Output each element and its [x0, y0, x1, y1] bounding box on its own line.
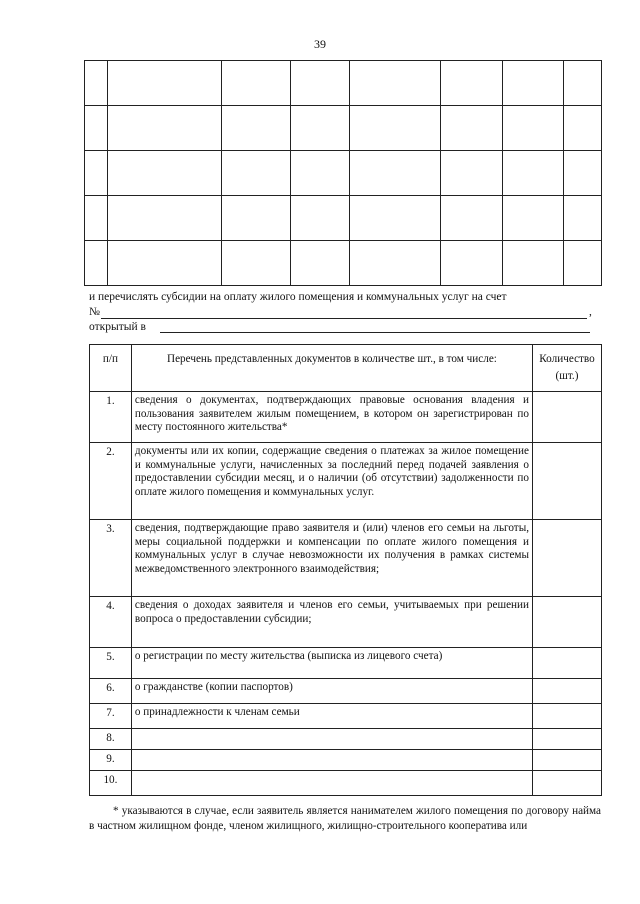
top-table-cell — [221, 106, 290, 151]
table-row — [90, 771, 602, 796]
top-table-cell — [107, 61, 221, 106]
row-quantity — [533, 597, 602, 648]
top-table-cell — [503, 106, 564, 151]
top-table-cell — [350, 241, 441, 286]
top-table-cell — [221, 241, 290, 286]
row-number: 6. — [90, 679, 132, 704]
top-table-row — [85, 241, 602, 286]
top-table-row — [85, 196, 602, 241]
opened-in-field — [160, 332, 590, 333]
table-row — [90, 704, 602, 729]
row-quantity — [533, 520, 602, 597]
row-document — [131, 771, 532, 796]
account-number-suffix: , — [589, 306, 592, 318]
top-table-row — [85, 151, 602, 196]
top-table-cell — [221, 196, 290, 241]
table-row — [90, 597, 602, 648]
row-quantity — [533, 392, 602, 443]
footnote-text: * указываются в случае, если заявитель является нанимателем жилого помещения по договору найма в частном жилищном фонде, членом жилищного, жилищно-строительного кооператива или — [89, 805, 601, 832]
row-number: 10. — [90, 771, 132, 796]
top-table-cell — [564, 241, 602, 286]
top-table-cell — [85, 151, 108, 196]
table-row — [90, 392, 602, 443]
row-document: о регистрации по месту жительства (выписка из лицевого счета) — [131, 648, 532, 679]
row-number: 1. — [90, 392, 132, 443]
top-table-cell — [503, 241, 564, 286]
row-document — [131, 729, 532, 750]
row-document: сведения о доходах заявителя и членов его семьи, учитываемых при решении вопроса о предоставлении субсидии; — [131, 597, 532, 648]
table-row — [90, 520, 602, 597]
top-table-cell — [564, 106, 602, 151]
top-table-cell — [441, 151, 503, 196]
header-num: п/п — [90, 345, 132, 392]
row-quantity — [533, 729, 602, 750]
top-table-cell — [503, 196, 564, 241]
top-table-cell — [503, 151, 564, 196]
row-document: о принадлежности к членам семьи — [131, 704, 532, 729]
top-table-cell — [107, 106, 221, 151]
top-table-row — [85, 106, 602, 151]
top-table-cell — [350, 196, 441, 241]
row-document: о гражданстве (копии паспортов) — [131, 679, 532, 704]
row-document — [131, 750, 532, 771]
top-table-cell — [564, 196, 602, 241]
account-number-label: № — [89, 306, 100, 318]
top-table-row — [85, 61, 602, 106]
top-table-cell — [85, 61, 108, 106]
row-number: 3. — [90, 520, 132, 597]
top-table-cell — [350, 106, 441, 151]
row-number: 9. — [90, 750, 132, 771]
top-table-cell — [85, 106, 108, 151]
header-list: Перечень представленных документов в количестве шт., в том числе: — [131, 345, 532, 392]
row-number: 2. — [90, 443, 132, 520]
top-table-cell — [107, 241, 221, 286]
documents-table — [89, 344, 602, 796]
top-table-cell — [441, 196, 503, 241]
row-document: сведения, подтверждающие право заявителя и (или) членов его семьи на льготы, меры социальной поддержки и компенсации по оплате жилого помещения и коммунальных услуг в случае невозможности их получения в рамках системы межведомственного электронного взаимодействия; — [131, 520, 532, 597]
table-row — [90, 750, 602, 771]
row-number: 5. — [90, 648, 132, 679]
row-quantity — [533, 704, 602, 729]
row-document: сведения о документах, подтверждающих правовые основания владения и пользования заявителем жилым помещением, в котором он зарегистрирован по месту постоянного жительства* — [131, 392, 532, 443]
top-table-cell — [441, 61, 503, 106]
opened-in-label: открытый в — [89, 321, 146, 333]
row-quantity — [533, 443, 602, 520]
top-table-cell — [221, 61, 290, 106]
table-row — [90, 729, 602, 750]
row-document: документы или их копии, содержащие сведения о платежах за жилое помещение и коммунальные услуги, начисленных за последний перед подачей заявления о предоставлении субсидии месяц, и о наличии (об отсутствии) задолженности по оплате жилого помещения и коммунальных услуг. — [131, 443, 532, 520]
header-qty: Количество (шт.) — [533, 345, 602, 392]
top-table-cell — [290, 61, 350, 106]
top-table-cell — [85, 196, 108, 241]
top-table-cell — [290, 241, 350, 286]
top-table-cell — [564, 151, 602, 196]
top-table — [84, 60, 602, 286]
top-table-cell — [85, 241, 108, 286]
row-number: 8. — [90, 729, 132, 750]
transfer-line: и перечислять субсидии на оплату жилого помещения и коммунальных услуг на счет — [89, 291, 507, 303]
top-table-cell — [290, 106, 350, 151]
footnote — [89, 804, 601, 834]
top-table-cell — [564, 61, 602, 106]
top-table-cell — [290, 151, 350, 196]
table-row — [90, 648, 602, 679]
top-table-cell — [441, 106, 503, 151]
top-table-cell — [350, 151, 441, 196]
top-table-cell — [503, 61, 564, 106]
row-number: 7. — [90, 704, 132, 729]
table-row — [90, 443, 602, 520]
row-quantity — [533, 648, 602, 679]
row-number: 4. — [90, 597, 132, 648]
row-quantity — [533, 750, 602, 771]
account-number-field — [101, 318, 587, 319]
top-table-cell — [350, 61, 441, 106]
top-table-cell — [290, 196, 350, 241]
row-quantity — [533, 679, 602, 704]
top-table-cell — [441, 241, 503, 286]
table-row — [90, 679, 602, 704]
page-number: 39 — [314, 37, 326, 51]
top-table-cell — [107, 151, 221, 196]
top-table-cell — [221, 151, 290, 196]
row-quantity — [533, 771, 602, 796]
top-table-cell — [107, 196, 221, 241]
